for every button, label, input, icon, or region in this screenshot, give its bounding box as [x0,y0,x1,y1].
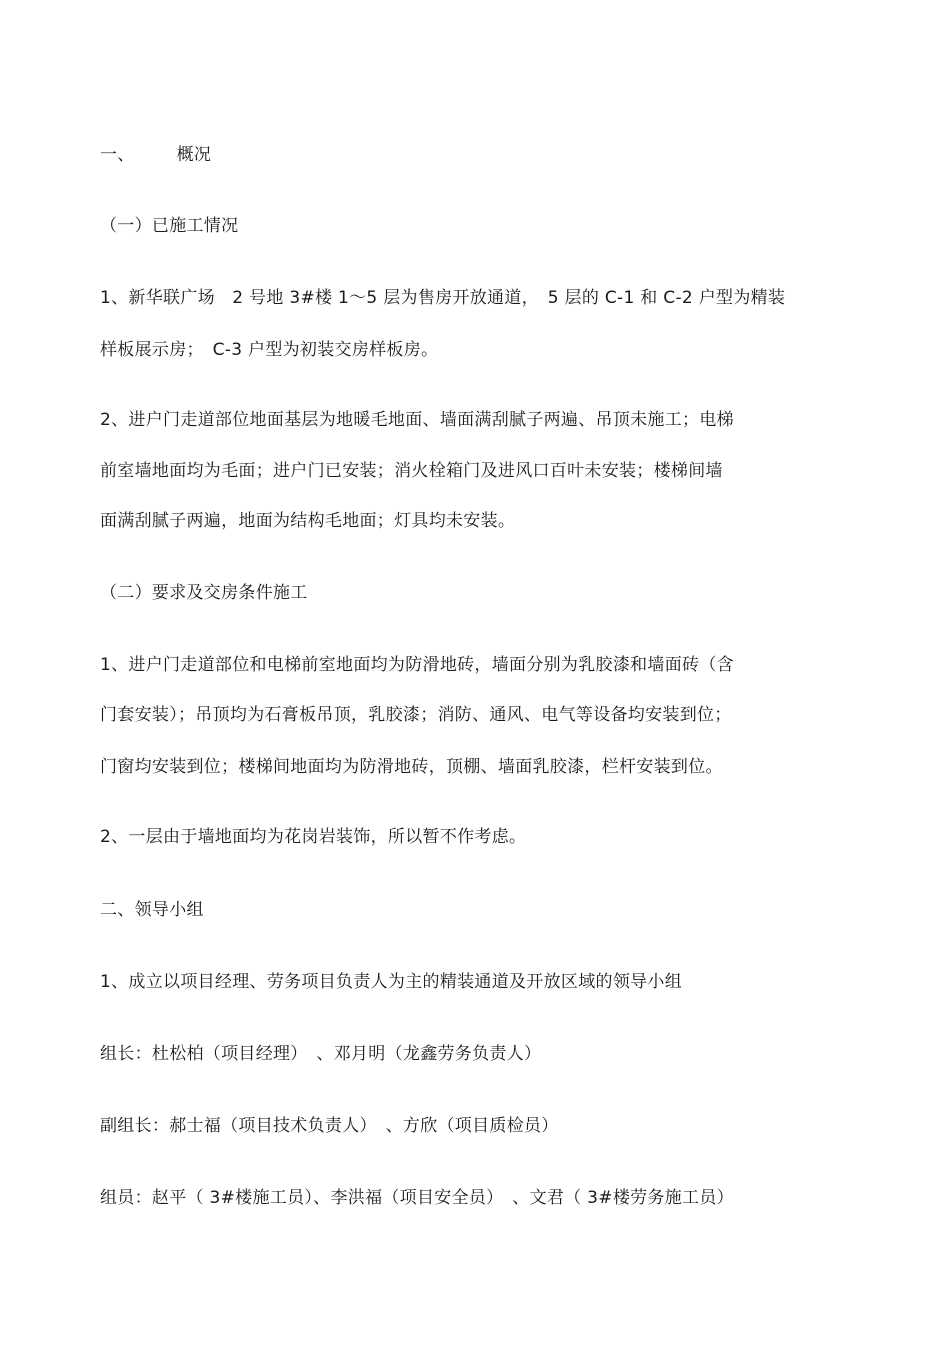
paragraph-2-1-line-2: 门套安装）；吊顶均为石膏板吊顶，乳胶漆；消防、通风、电气等设备均安装到位； [100,705,732,725]
paragraph-2-2: 2、一层由于墙地面均为花岗岩装饰，所以暂不作考虑。 [100,827,527,847]
paragraph-2-1-line-3: 门窗均安装到位；楼梯间地面均为防滑地砖，顶棚、墙面乳胶漆，栏杆安装到位。 [100,757,723,777]
paragraph-1-2-line-1: 2、进户门走道部位地面基层为地暖毛地面、墙面满刮腻子两遍、吊顶未施工；电梯 [100,410,734,430]
subsection-1-heading: （一）已施工情况 [100,216,239,236]
members-line: 组员：赵平（ 3#楼施工员）、李洪福（项目安全员） 、文君（ 3#楼劳务施工员） [100,1188,734,1208]
leader-line: 组长：杜松柏（项目经理） 、邓月明（龙鑫劳务负责人） [100,1044,542,1064]
paragraph-1-2-line-3: 面满刮腻子两遍，地面为结构毛地面；灯具均未安装。 [100,511,516,531]
paragraph-2-1-line-1: 1、进户门走道部位和电梯前室地面均为防滑地砖，墙面分别为乳胶漆和墙面砖（含 [100,655,734,675]
section-1-number: 一、 [100,145,135,165]
paragraph-1-2-line-2: 前室墙地面均为毛面；进户门已安装；消火栓箱门及进风口百叶未安装；楼梯间墙 [100,461,723,481]
subsection-2-heading: （二）要求及交房条件施工 [100,583,308,603]
paragraph-1-1-line-2: 样板展示房； C-3 户型为初装交房样板房。 [100,340,439,360]
section-2-heading: 二、领导小组 [100,900,204,920]
deputy-leader-line: 副组长：郝士福（项目技术负责人） 、方欣（项目质检员） [100,1116,559,1136]
section-1-title: 概况 [176,145,212,165]
section-1-heading [100,143,211,167]
paragraph-1-1-line-1: 1、新华联广场 2 号地 3#楼 1～5 层为售房开放通道， 5 层的 C-1 和 C-2 户型为精装 [100,288,786,308]
paragraph-3-1: 1、成立以项目经理、劳务项目负责人为主的精装通道及开放区域的领导小组 [100,972,683,992]
